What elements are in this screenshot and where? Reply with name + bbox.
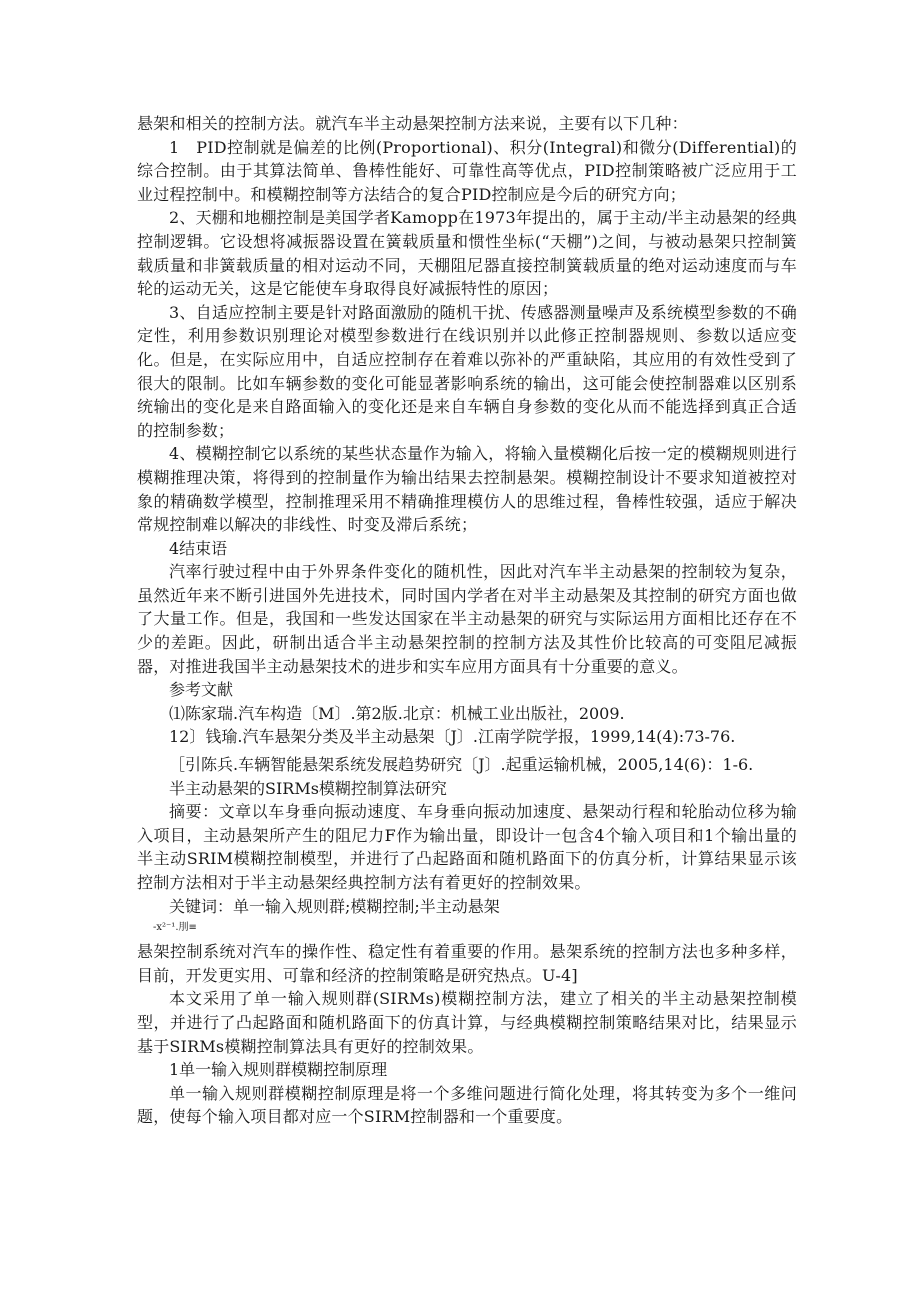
heading-section-1: 1单一输入规则群模糊控制原理 — [169, 1060, 388, 1080]
paragraph-abstract: 摘要：文章以车身垂向振动速度、车身垂向振动加速度、悬架动行程和轮胎动位移为输入项目，主动悬架所产生的阻尼力F作为输出量，即设计一包含4个输入项目和1个输出量的半主动SRIM模糊控制模型，并进行了凸起路面和随机路面下的仿真分析，计算结果显示该控制方法相对于半主动悬架经典控制方法有着更好的控制效果。 — [137, 802, 797, 892]
reference-1: ⑴陈家瑞.汽车构造〔M〕.第2版.北京：机械工业出版社，2009. — [169, 703, 625, 723]
paragraph-pid-control: 1 PID控制就是偏差的比例(Proportional)、积分(Integral)和微分(Differential)的综合控制。由于其算法简单、鲁棒性能好、可靠性高等优点，PID控制策略被广泛应用于工业过程控制中。和模糊控制等方法结合的复合PID控制应是今后的研究方向； — [137, 137, 797, 204]
keywords: 关键词：单一输入规则群;模糊控制;半主动悬架 — [169, 896, 500, 916]
paragraph-adaptive-control: 3、自适应控制主要是针对路面激励的随机干扰、传感器测量噪声及系统模型参数的不确定性，利用参数识别理论对模型参数进行在线识别并以此修正控制器规则、参数以适应变化。但是，在实际应用中，自适应控制存在着难以弥补的严重缺陷，其应用的有效性受到了很大的限制。比如车辆参数的变化可能显著影响系统的输出，这可能会使控制器难以区别系统输出的变化是来自路面输入的变化还是来自车辆自身参数的变化从而不能选择到真正合适的控制参数； — [137, 302, 797, 440]
document-body — [137, 112, 797, 1129]
reference-2: 12〕钱瑜.汽车悬架分类及半主动悬架〔J〕.江南学院学报，1999,14(4):73-76. — [169, 727, 736, 747]
paragraph-fuzzy-control: 4、模糊控制它以系统的某些状态量作为输入，将输入量模糊化后按一定的模糊规则进行模糊推理决策，将得到的控制量作为输出结果去控制悬架。模糊控制设计不要求知道被控对象的精确数学模型，控制推理采用不精确推理模仿人的思维过程，鲁棒性较强，适应于解决常规控制难以解决的非线性、时变及滞后系统； — [137, 444, 797, 535]
paragraph-conclusion: 汽率行驶过程中由于外界条件变化的随机性，因此对汽车半主动悬架的控制较为复杂，虽然近年来不断引进国外先进技术，同时国内学者在对半主动悬架及其控制的研究方面也做了大量工作。但是，我国和一些发达国家在半主动悬架的研究与实际运用方面相比还存在不少的差距。因此，研制出适合半主动悬架控制的控制方法及其性价比较高的可变阻尼减振器，对推进我国半主动悬架技术的进步和实车应用方面具有十分重要的意义。 — [137, 562, 797, 676]
article-title: 半主动悬架的SIRMs模糊控制算法研究 — [169, 778, 447, 798]
scan-artifact-text: -х²⁻¹.刖≡ — [153, 922, 197, 934]
paragraph-skyhook-control: 2、天棚和地棚控制是美国学者Kamopp在1973年提出的，属于主动/半主动悬架的经典控制逻辑。它设想将减振器设置在簧载质量和惯性坐标(“天棚”)之间，与被动悬架只控制簧载质量和非簧载质量的相对运动不同，天棚阻尼器直接控制簧载质量的绝对运动速度而与车轮的运动无关，这是它能使车身取得良好减振特性的原因； — [137, 208, 797, 299]
paragraph-method: 本文采用了单一输入规则群(SIRMs)模糊控制方法，建立了相关的半主动悬架控制模型，并进行了凸起路面和随机路面下的仿真计算，与经典模糊控制策略结果对比，结果显示基于SIRMs模糊控制算法具有更好的控制效果。 — [137, 989, 797, 1056]
heading-conclusion: 4结束语 — [169, 538, 228, 558]
reference-3: ［引陈兵.车辆智能悬架系统发展趋势研究〔J〕.起重运输机械，2005,14(6)：1-6. — [169, 755, 754, 775]
paragraph-preface: 悬架控制系统对汽车的操作性、稳定性有着重要的作用。悬架系统的控制方法也多种多样，目前，开发更实用、可靠和经济的控制策略是研究热点。U-4] — [137, 942, 797, 985]
paragraph-sirms-principle: 单一输入规则群模糊控制原理是将一个多维问题进行简化处理，将其转变为多个一维问题，使每个输入项目都对应一个SIRM控制器和一个重要度。 — [137, 1083, 797, 1127]
heading-references: 参考文献 — [169, 680, 234, 700]
paragraph-intro: 悬架和相关的控制方法。就汽车半主动悬架控制方法来说，主要有以下几种： — [137, 114, 688, 133]
